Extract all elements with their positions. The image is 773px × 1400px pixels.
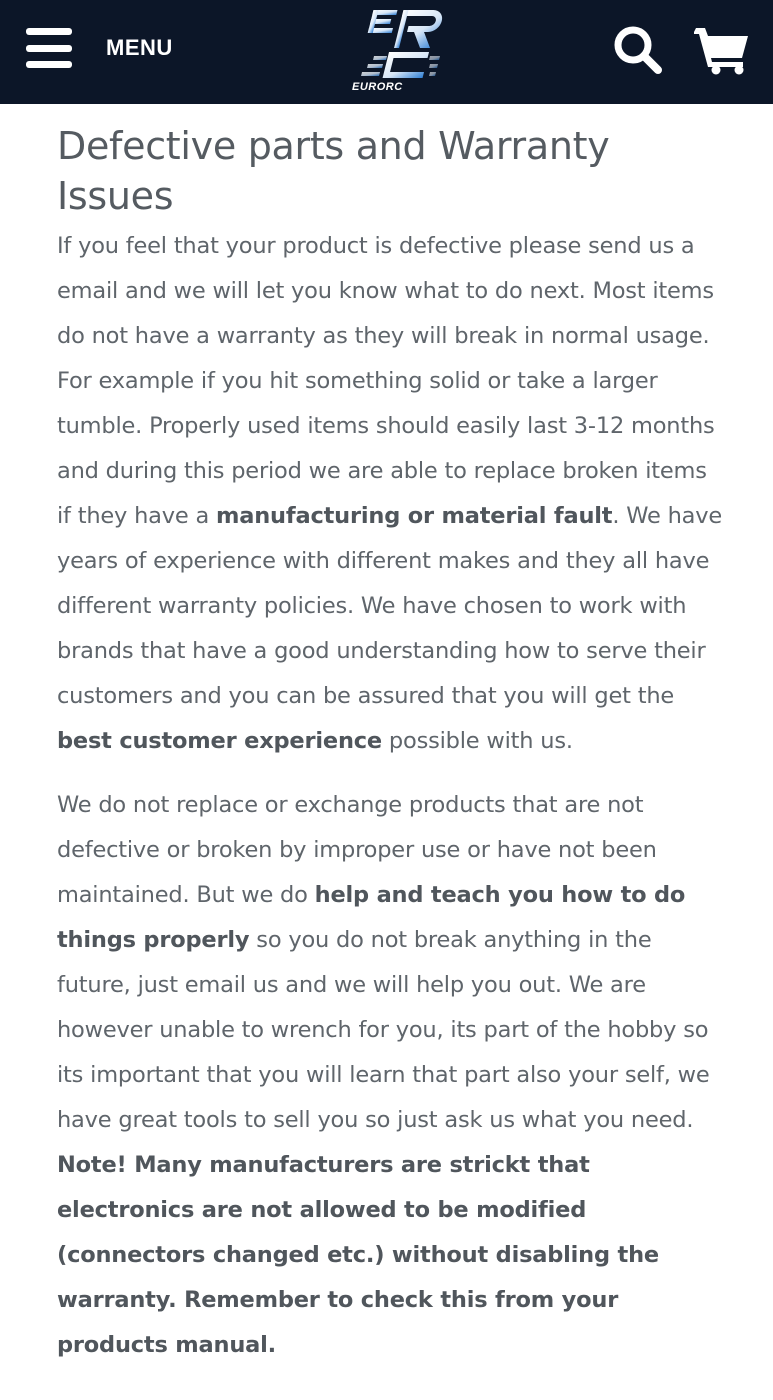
page-title: Defective parts and Warranty Issues (57, 124, 610, 218)
paragraph-text: We do not replace or exchange products that are not defective or broken by improper use or have not been maintained. But we do (57, 792, 657, 908)
cart-icon[interactable] (694, 22, 752, 76)
emphasis-text: best customer experience (57, 728, 382, 754)
menu-label: MENU (106, 35, 173, 60)
main-content (57, 104, 727, 1368)
warranty-paragraph-1 (57, 224, 727, 764)
emphasis-text: manufacturing or material fault (216, 503, 613, 529)
euro-rc-logo[interactable] (348, 8, 444, 94)
menu-button[interactable] (26, 26, 173, 70)
site-header (0, 0, 773, 104)
emphasis-text: help and teach you how to do things properly (57, 882, 686, 953)
paragraph-text: If you feel that your product is defective please send us a email and we will let you know what to do next. Most items do not have a warranty as they will break in normal usage. For example if you hit something solid or take a larger tumble. Properly used items should easily last 3-12 months and during this period we are able to replace broken items if they have a (57, 233, 715, 529)
warranty-paragraph-2 (57, 783, 727, 1143)
paragraph-text: . We have years of experience with different makes and they all have different warranty policies. We have chosen to work with brands that have a good understanding how to serve their customers and you can be assured that you will get the (57, 503, 722, 709)
paragraph-text: so you do not break anything in the future, just email us and we will help you out. We are however unable to wrench for you, its part of the hobby so its important that you will learn that part also your self, we have great tools to sell you so just ask us what you need. (57, 927, 710, 1133)
hamburger-icon (26, 28, 72, 68)
warranty-note: Note! Many manufacturers are strickt that electronics are not allowed to be modified (connectors changed etc.) without disabling the warranty. Remember to check this from your products manual. (57, 1152, 659, 1358)
search-icon[interactable] (612, 24, 664, 76)
paragraph-text: possible with us. (381, 728, 573, 754)
logo-text: EURORC (352, 81, 403, 93)
